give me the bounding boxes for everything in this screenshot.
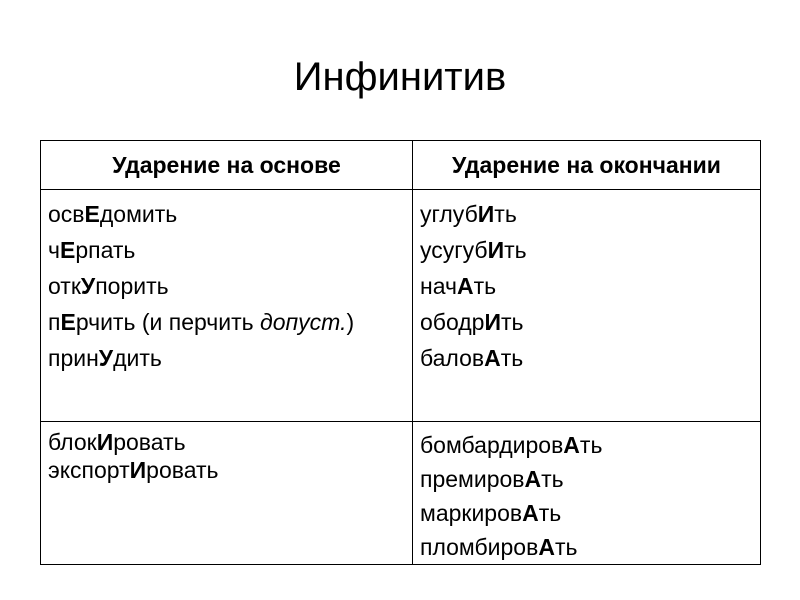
word-nachat: начАть [420,273,497,299]
word-osvedomit: освЕдомить [48,201,178,227]
stressed-vowel: И [96,429,114,455]
stressed-vowel: И [487,237,505,263]
stressed-vowel: У [80,273,96,299]
word-uglubit: углубИть [420,201,517,227]
word-perchit: пЕрчить (и перчить допуст.) [48,309,355,335]
word-cherpat: чЕрпать [48,237,136,263]
header-stem-stress: Ударение на основе [41,141,413,190]
word-otkuporit: откУпорить [48,273,169,299]
word-plombirovat: пломбировАть [420,534,578,560]
stressed-vowel: А [522,500,539,526]
word-blokirovat: блокИровать [48,429,186,455]
stressed-vowel: А [484,345,501,371]
cell-stem-stress-group-2 [41,422,413,565]
stressed-vowel: Е [84,201,100,227]
word-balovat: баловАть [420,345,524,371]
stressed-vowel: А [563,432,580,458]
page-title: Инфинитив [293,55,507,99]
word-eksportirovat: экспортИровать [48,457,219,483]
stressed-vowel: У [98,345,114,371]
stressed-vowel: А [456,273,474,299]
word-usugubit: усугубИть [420,237,527,263]
table-header-row [41,141,761,190]
cell-ending-stress-group-2 [413,422,761,565]
stressed-vowel: И [129,457,147,483]
header-ending-stress: Ударение на окончании [413,141,761,190]
allowed-note: допуст. [260,309,347,335]
word-bombardirovat: бомбардировАть [420,432,603,458]
word-premirovat: премировАть [420,466,564,492]
stressed-vowel: Е [59,237,76,263]
stressed-vowel: А [524,466,542,492]
cell-ending-stress-group-1 [413,190,761,422]
cell-stem-stress-group-1 [41,190,413,422]
stress-table [40,140,761,565]
stressed-vowel: И [477,201,495,227]
table-row [41,190,761,422]
word-obodrit: ободрИть [420,309,524,335]
stressed-vowel: И [484,309,501,335]
table-row [41,422,761,565]
stressed-vowel: Е [60,309,76,335]
word-markirovat: маркировАть [420,500,562,526]
word-prinudit: принУдить [48,345,162,371]
stressed-vowel: А [538,534,555,560]
